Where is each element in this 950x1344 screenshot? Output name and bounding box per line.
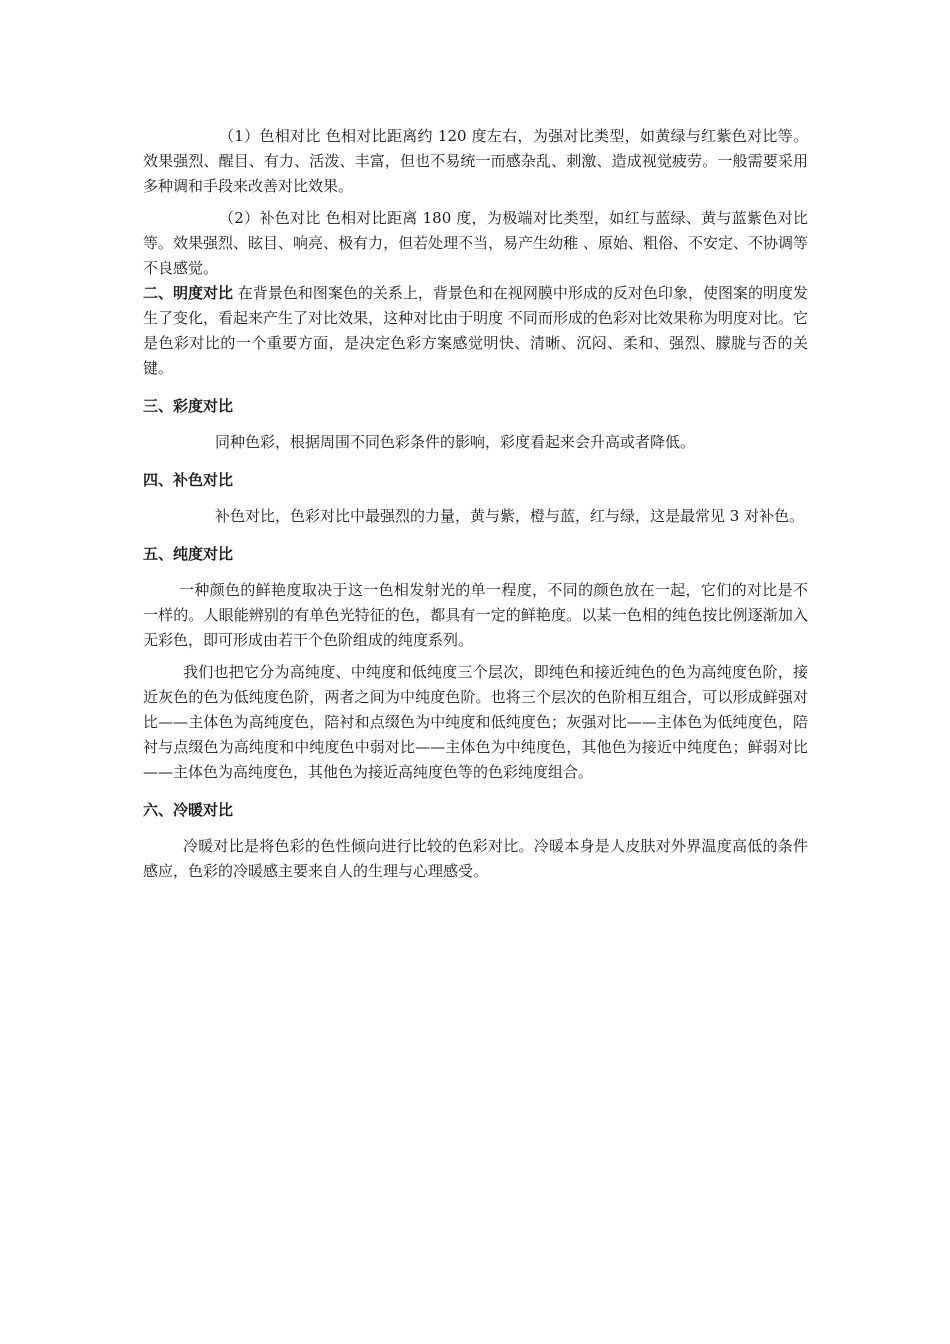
document-page	[143, 124, 808, 891]
paragraph-warm-cool-contrast: 冷暖对比是将色彩的色性倾向进行比较的色彩对比。冷暖本身是人皮肤对外界温度高低的条件感应，色彩的冷暖感主要来自人的生理与心理感受。	[143, 837, 808, 880]
paragraph-lightness-contrast	[143, 281, 808, 381]
lightness-contrast-text: 在背景色和图案色的关系上，背景色和在视网膜中形成的反对色印象，使图案的明度发生了变化，看起来产生了对比效果，这种对比由于明度 不同而形成的色彩对比效果称为明度对比。它是色彩对比的一个重要方面，是决定色彩方案感觉明快、清晰、沉闷、柔和、强烈、朦胧与否的关键。	[143, 284, 808, 377]
heading-chroma-contrast: 三、彩度对比	[143, 397, 234, 415]
paragraph-saturation-contrast-1: 一种颜色的鲜艳度取决于这一色相发射光的单一程度，不同的颜色放在一起，它们的对比是不一样的。人眼能辨别的有单色光特征的色，都具有一定的鲜艳度。以某一色相的纯色按比例逐渐加入无彩色，即可形成由若干个色阶组成的纯度系列。	[143, 581, 808, 649]
heading-saturation-contrast: 五、纯度对比	[143, 545, 234, 563]
heading-warm-cool-contrast: 六、冷暖对比	[143, 801, 234, 819]
paragraph-chroma-contrast: 同种色彩，根据周围不同色彩条件的影响，彩度看起来会升高或者降低。	[215, 433, 696, 451]
heading-lightness-contrast: 二、明度对比	[143, 284, 234, 302]
heading-complementary-contrast: 四、补色对比	[143, 471, 234, 489]
paragraph-complementary-hue-contrast: （2）补色对比 色相对比距离 180 度，为极端对比类型，如红与蓝绿、黄与蓝紫色对比等。效果强烈、眩目、响亮、极有力，但若处理不当，易产生幼稚 、原始、粗俗、不安定、不协调等不良感觉。	[143, 209, 808, 277]
paragraph-complementary-contrast: 补色对比，色彩对比中最强烈的力量，黄与紫，橙与蓝，红与绿，这是最常见 3 对补色。	[215, 507, 805, 525]
paragraph-saturation-contrast-2: 我们也把它分为高纯度、中纯度和低纯度三个层次，即纯色和接近纯色的色为高纯度色阶，接近灰色的色为低纯度色阶，两者之间为中纯度色阶。也将三个层次的色阶相互组合，可以形成鲜强对比——主体色为高纯度色，陪衬和点缀色为中纯度和低纯度色；灰强对比——主体色为低纯度色，陪衬与点缀色为高纯度和中纯度色中弱对比——主体色为中纯度色，其他色为接近中纯度色；鲜弱对比——主体色为高纯度色，其他色为接近高纯度色等的色彩纯度组合。	[143, 663, 808, 781]
paragraph-hue-contrast: （1）色相对比 色相对比距离约 120 度左右，为强对比类型，如黄绿与红紫色对比等。效果强烈、醒目、有力、活泼、丰富，但也不易统一而感杂乱、刺激、造成视觉疲劳。一般需要采用多种调和手段来改善对比效果。	[143, 127, 808, 195]
